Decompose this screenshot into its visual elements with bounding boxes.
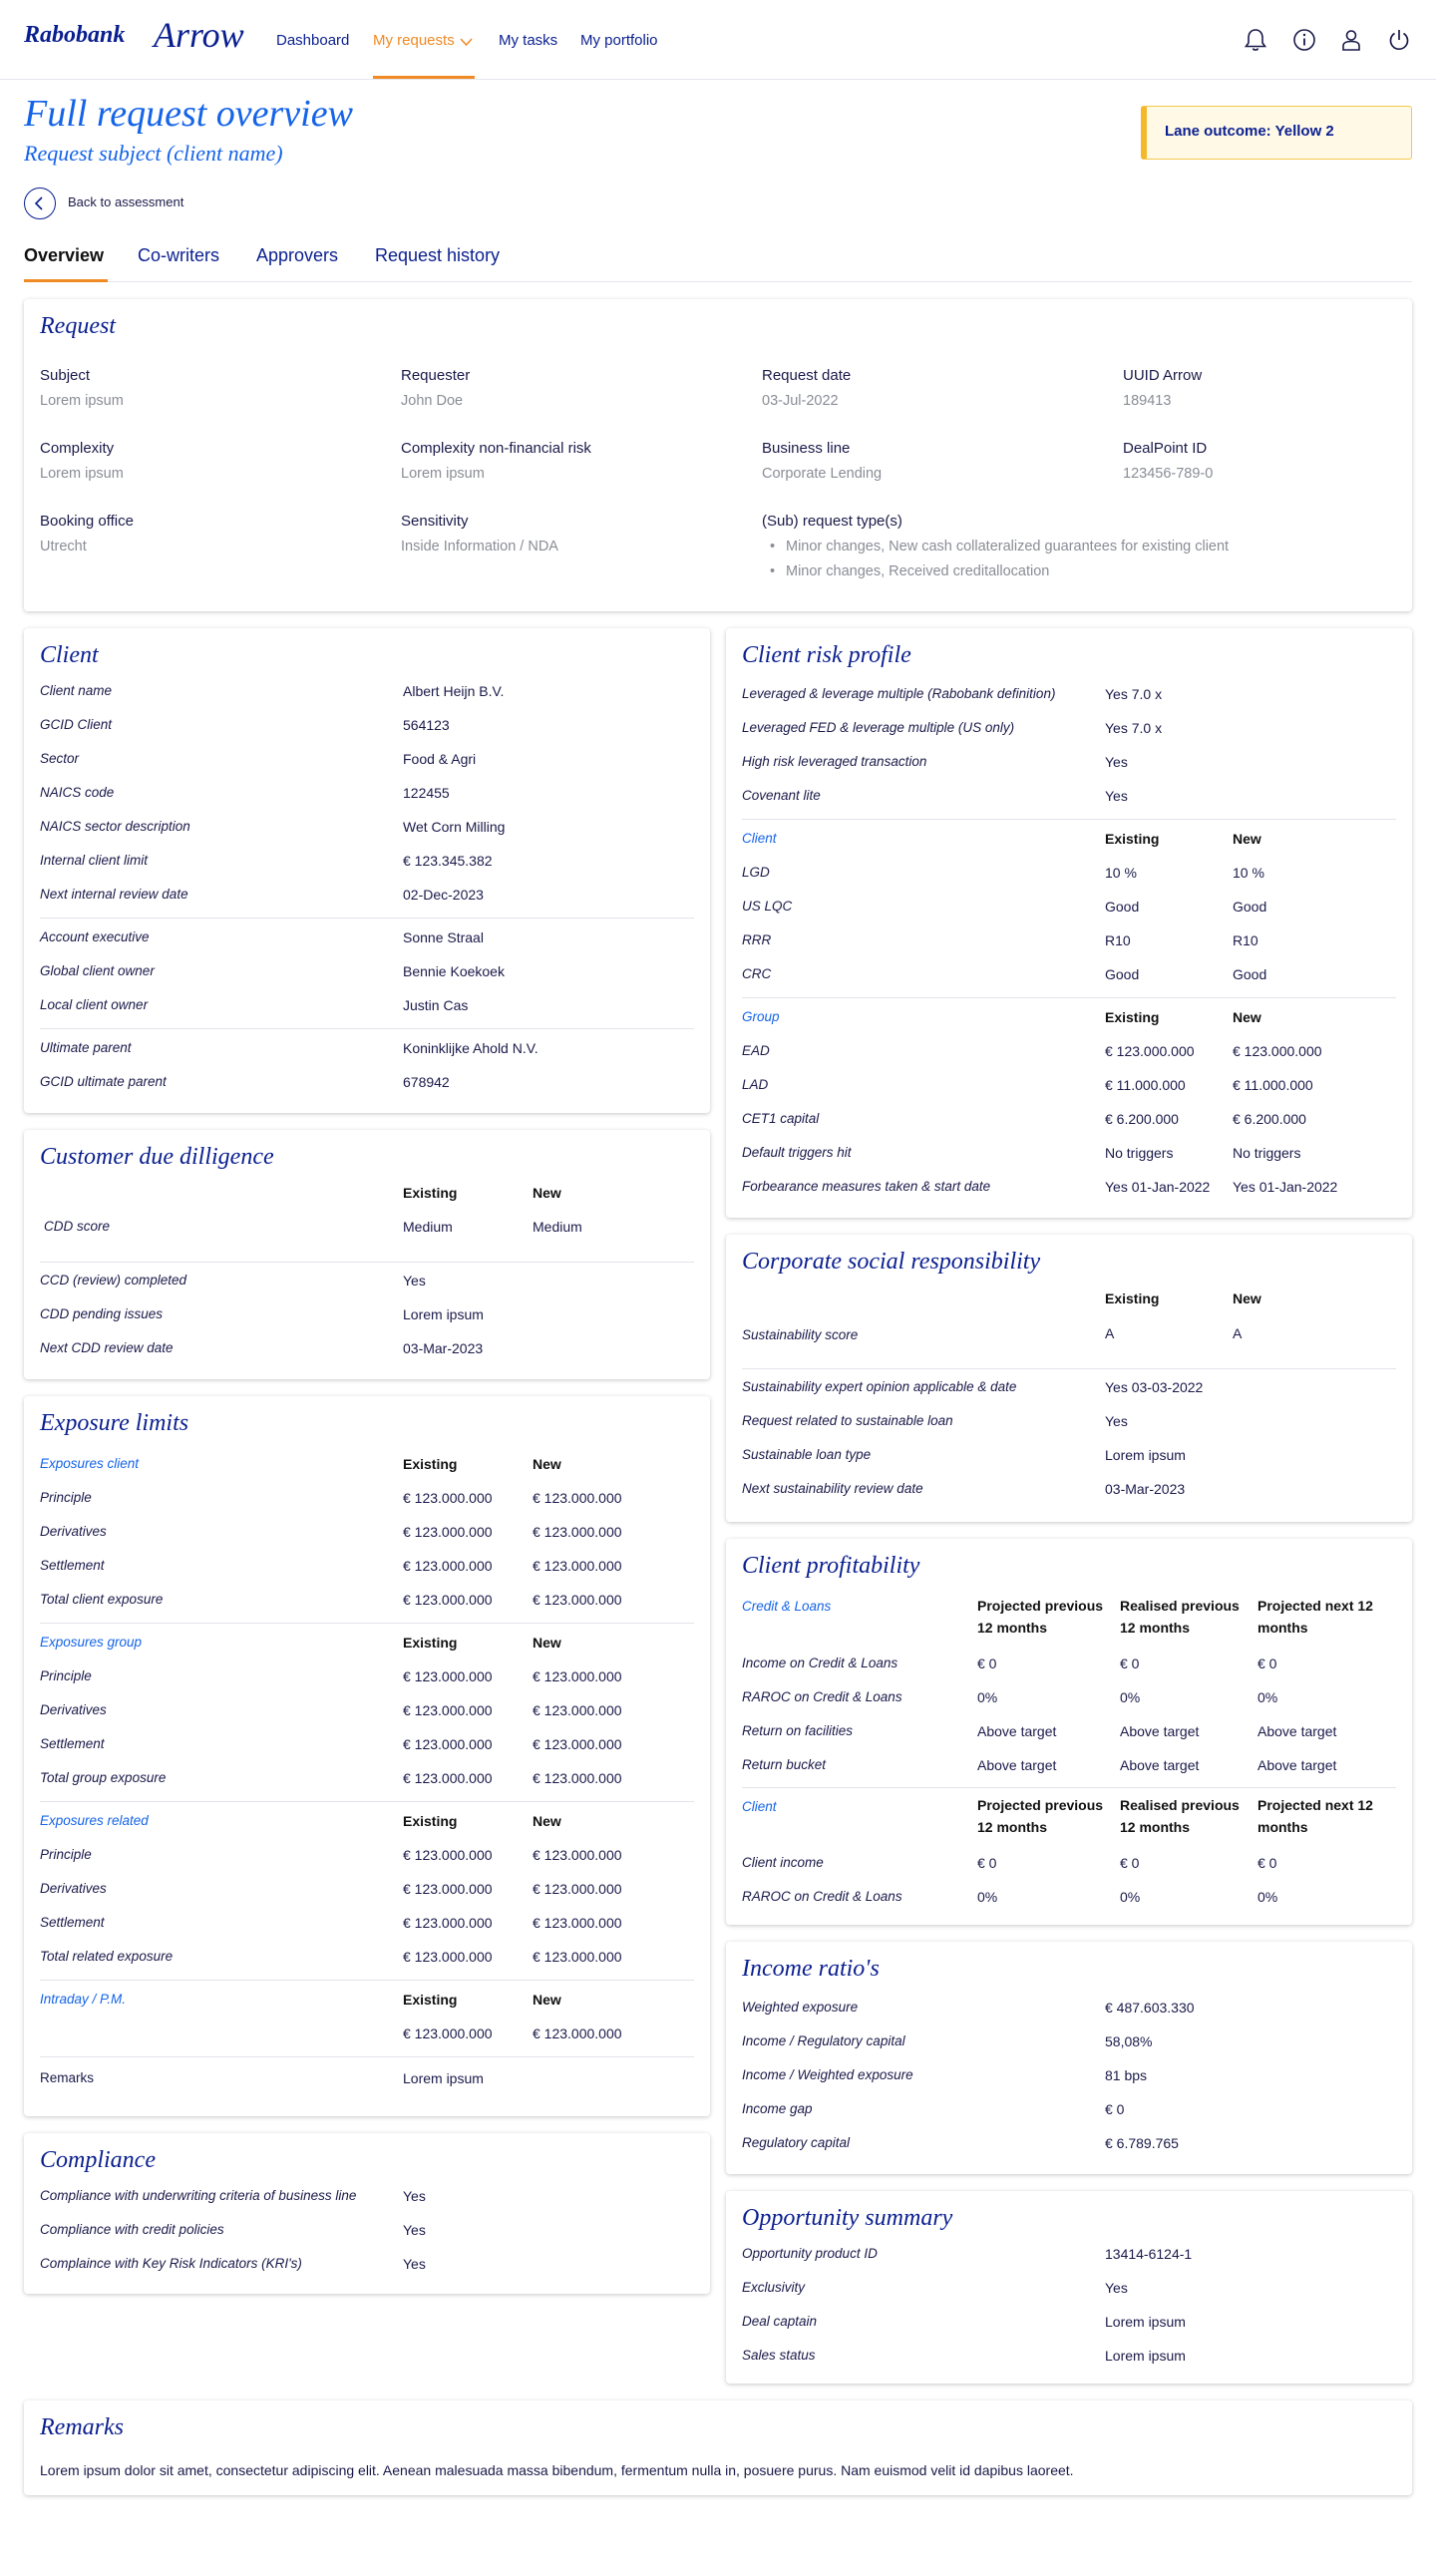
row-value: € 0 [1120, 1656, 1140, 1671]
row-value: € 123.000.000 [533, 1524, 622, 1540]
row-value: € 123.000.000 [533, 1915, 622, 1931]
column-header: Projected previous 12 months [977, 1598, 1104, 1636]
divider [40, 1623, 694, 1624]
row-label: Client income [742, 1855, 824, 1870]
row-label: Settlement [40, 1736, 105, 1751]
row-value: € 123.000.000 [533, 1847, 622, 1863]
row-value: € 123.000.000 [403, 1524, 493, 1540]
row-label: Ultimate parent [40, 1040, 132, 1055]
group-label: Credit & Loans [742, 1599, 832, 1614]
group-label: Exposures client [40, 1456, 140, 1471]
row-label: Total group exposure [40, 1770, 167, 1785]
row-label: Total client exposure [40, 1592, 164, 1607]
row-value: 03-Mar-2023 [403, 1340, 484, 1356]
row-label: Leveraged & leverage multiple (Rabobank definition) [742, 686, 1056, 701]
column-header: Realised previous 12 months [1120, 1797, 1240, 1835]
remarks-text: Lorem ipsum dolor sit amet, consectetur adipiscing elit. Aenean malesuada massa bibendum, fermentum nulla in, posuere purus. Nam euismod velit id dapibus laoreet. [40, 2462, 1074, 2478]
row-value: Albert Heijn B.V. [403, 683, 505, 699]
row-value: Good [1105, 899, 1140, 915]
divider [40, 1262, 694, 1263]
back-to-assessment-link[interactable]: Back to assessment [68, 194, 184, 209]
divider [742, 997, 1396, 998]
compliance-card [24, 2133, 710, 2294]
column-header-existing: Existing [403, 1185, 458, 1201]
divider [40, 1028, 694, 1029]
row-value: Yes [403, 2188, 426, 2204]
corporate-social-responsibility-card [726, 1235, 1412, 1522]
row-value: € 123.000.000 [533, 2025, 622, 2041]
row-value: No triggers [1233, 1145, 1301, 1161]
row-label: Income gap [742, 2101, 813, 2116]
row-value: Koninklijke Ahold N.V. [403, 1040, 538, 1056]
row-label: Derivatives [40, 1881, 107, 1896]
page-title: Full request overview [24, 93, 353, 135]
row-label: Sector [40, 751, 80, 766]
row-value: 678942 [403, 1074, 450, 1090]
row-label: CET1 capital [742, 1111, 820, 1126]
field-label: Subject [40, 367, 91, 384]
row-label: Settlement [40, 1558, 105, 1573]
row-value: € 6.200.000 [1233, 1111, 1306, 1127]
row-value: Yes [403, 2256, 426, 2272]
row-value: Above target [1257, 1757, 1337, 1773]
rabobank-logo[interactable]: Rabobank [24, 22, 126, 48]
divider [742, 819, 1396, 820]
row-value: € 123.000.000 [533, 1949, 622, 1965]
row-value: € 123.000.000 [533, 1558, 622, 1574]
row-value: € 6.200.000 [1105, 1111, 1179, 1127]
row-label: US LQC [742, 899, 793, 914]
row-value: Medium [533, 1219, 582, 1235]
income-ratios-card [726, 1942, 1412, 2174]
row-label: Next internal review date [40, 887, 188, 902]
card-title: Client profitability [742, 1553, 920, 1579]
row-value: Above target [1120, 1757, 1200, 1773]
field-value: John Doe [401, 393, 464, 409]
field-value: 123456-789-0 [1123, 466, 1214, 482]
row-label: Compliance with underwriting criteria of business line [40, 2188, 357, 2203]
group-label: Intraday / P.M. [40, 1992, 127, 2007]
field-label: Business line [762, 440, 851, 457]
subtype-item: Minor changes, Received creditallocation [786, 563, 1050, 579]
divider [40, 2056, 694, 2057]
field-label: Complexity [40, 440, 115, 457]
row-label: Sustainability score [742, 1327, 859, 1342]
column-header-new: New [1233, 1009, 1261, 1025]
row-label: Weighted exposure [742, 2000, 859, 2015]
row-value: Yes 01-Jan-2022 [1233, 1179, 1338, 1195]
row-value: Yes [1105, 1413, 1128, 1429]
row-value: € 0 [1257, 1855, 1277, 1871]
info-icon[interactable] [1291, 27, 1317, 53]
row-value: 58,08% [1105, 2033, 1153, 2049]
back-button[interactable] [24, 187, 56, 219]
row-value: Lorem ipsum [403, 1306, 484, 1322]
row-value: 02-Dec-2023 [403, 887, 484, 903]
row-label: Principle [40, 1668, 92, 1683]
bell-icon[interactable] [1243, 27, 1268, 53]
nav-my-tasks[interactable]: My tasks [499, 32, 558, 49]
card-title: Compliance [40, 2147, 156, 2173]
bullet: • [770, 563, 776, 579]
row-label: CRC [742, 966, 772, 981]
row-value: Good [1233, 899, 1267, 915]
remarks-value: Lorem ipsum [403, 2070, 484, 2086]
nav-dashboard[interactable]: Dashboard [276, 32, 350, 49]
active-tab-indicator [24, 279, 108, 282]
divider [742, 1368, 1396, 1369]
row-label: Compliance with credit policies [40, 2222, 224, 2237]
field-value: Utrecht [40, 539, 87, 554]
subtype-item: Minor changes, New cash collateralized guarantees for existing client [786, 539, 1230, 554]
remarks-card [24, 2400, 1412, 2495]
column-header-existing: Existing [403, 1992, 458, 2008]
field-value: Lorem ipsum [401, 466, 485, 482]
divider [40, 1980, 694, 1981]
card-title: Income ratio's [742, 1956, 880, 1982]
column-header-existing: Existing [403, 1813, 458, 1829]
bullet: • [770, 539, 776, 554]
row-value: Yes [1105, 2280, 1128, 2296]
row-value: 0% [977, 1889, 998, 1905]
group-label: Exposures related [40, 1813, 149, 1828]
row-label: Account executive [40, 929, 150, 944]
row-value: € 6.789.765 [1105, 2135, 1179, 2151]
chevron-down-icon[interactable] [460, 38, 473, 47]
card-title: Request [40, 313, 116, 339]
row-label: CDD score [44, 1219, 111, 1234]
row-label: Client name [40, 683, 113, 698]
row-value: € 123.000.000 [403, 1881, 493, 1897]
row-value: A [1105, 1325, 1115, 1341]
field-value: 03-Jul-2022 [762, 393, 839, 409]
request-card [24, 299, 1412, 611]
row-label: Settlement [40, 1915, 105, 1930]
field-label: Booking office [40, 513, 134, 530]
column-header-existing: Existing [403, 1456, 458, 1472]
row-label: Return bucket [742, 1757, 827, 1772]
remarks-label: Remarks [40, 2070, 95, 2085]
column-header-existing: Existing [1105, 831, 1160, 847]
row-value: € 123.000.000 [403, 1490, 493, 1506]
row-value: Yes [403, 1273, 426, 1288]
row-label: Internal client limit [40, 853, 149, 868]
row-label: RAROC on Credit & Loans [742, 1689, 902, 1704]
row-label: NAICS sector description [40, 819, 190, 834]
group-label: Client [742, 1799, 777, 1814]
row-label: Principle [40, 1490, 92, 1505]
row-value: € 123.000.000 [533, 1881, 622, 1897]
divider [40, 918, 694, 919]
row-value: € 123.000.000 [533, 1668, 622, 1684]
nav-my-requests[interactable]: My requests [373, 32, 455, 49]
row-label: EAD [742, 1043, 770, 1058]
row-label: Total related exposure [40, 1949, 174, 1964]
row-label: Exclusivity [742, 2280, 806, 2295]
row-value: € 123.000.000 [533, 1702, 622, 1718]
client-card [24, 628, 710, 1113]
row-value: € 123.000.000 [533, 1770, 622, 1786]
row-value: R10 [1105, 932, 1131, 948]
row-value: Good [1233, 966, 1267, 982]
card-title: Client risk profile [742, 642, 911, 668]
column-header: Realised previous 12 months [1120, 1598, 1240, 1636]
row-label: Leveraged FED & leverage multiple (US only) [742, 720, 1015, 735]
group-label: Client [742, 831, 777, 846]
row-value: € 123.000.000 [403, 1736, 493, 1752]
row-value: € 123.000.000 [403, 1847, 493, 1863]
row-value: € 123.000.000 [403, 1592, 493, 1608]
row-value: Lorem ipsum [1105, 2314, 1186, 2330]
row-value: Yes [1105, 788, 1128, 804]
row-value: Lorem ipsum [1105, 2348, 1186, 2364]
row-value: 0% [1120, 1889, 1141, 1905]
field-label: Complexity non-financial risk [401, 440, 591, 457]
row-label: Sustainable loan type [742, 1447, 872, 1462]
row-value: Good [1105, 966, 1140, 982]
row-value: Lorem ipsum [1105, 1447, 1186, 1463]
row-label: Derivatives [40, 1524, 107, 1539]
column-header-existing: Existing [1105, 1009, 1160, 1025]
field-value: Lorem ipsum [40, 466, 124, 482]
field-label: Requester [401, 367, 471, 384]
row-label: LAD [742, 1077, 769, 1092]
row-label: Local client owner [40, 997, 149, 1012]
column-header-new: New [533, 1635, 561, 1651]
row-value: 0% [977, 1689, 998, 1705]
field-label: (Sub) request type(s) [762, 513, 902, 530]
tab-co-writers[interactable]: Co-writers [138, 245, 220, 265]
row-value: Yes [1105, 754, 1128, 770]
row-value: 564123 [403, 717, 450, 733]
field-label: DealPoint ID [1123, 440, 1208, 457]
column-header-new: New [533, 1185, 561, 1201]
divider [742, 1787, 1396, 1788]
row-label: LGD [742, 865, 770, 880]
row-value: € 11.000.000 [1105, 1077, 1186, 1093]
row-value: € 123.000.000 [533, 1490, 622, 1506]
lane-outcome-badge: Lane outcome: Yellow 2 [1141, 106, 1412, 160]
field-value: Lorem ipsum [40, 393, 124, 409]
row-value: € 0 [1105, 2101, 1125, 2117]
row-label: Deal captain [742, 2314, 818, 2329]
row-value: Medium [403, 1219, 453, 1235]
row-label: Forbearance measures taken & start date [742, 1179, 991, 1194]
row-value: € 123.000.000 [403, 1915, 493, 1931]
field-value: Corporate Lending [762, 466, 883, 482]
top-navigation [0, 0, 1436, 80]
row-value: € 123.000.000 [533, 1592, 622, 1608]
row-value: Food & Agri [403, 751, 477, 767]
row-value: R10 [1233, 932, 1258, 948]
row-value: Above target [977, 1723, 1057, 1739]
row-label: Sustainability expert opinion applicable & date [742, 1379, 1017, 1394]
row-label: Next CDD review date [40, 1340, 174, 1355]
column-header: Projected next 12 months [1257, 1598, 1373, 1636]
row-label: Global client owner [40, 963, 155, 978]
page-subtitle: Request subject (client name) [24, 141, 283, 166]
tab-divider [24, 281, 1412, 282]
row-label: Principle [40, 1847, 92, 1862]
column-header-new: New [533, 1992, 561, 2008]
row-value: € 123.000.000 [403, 1558, 493, 1574]
row-label: NAICS code [40, 785, 115, 800]
row-value: A [1233, 1325, 1243, 1341]
card-title: Remarks [40, 2414, 124, 2440]
row-value: € 123.000.000 [403, 1949, 493, 1965]
tab-overview[interactable]: Overview [24, 245, 105, 265]
opportunity-summary-card [726, 2191, 1412, 2384]
row-value: Yes 7.0 x [1105, 686, 1163, 702]
row-value: Sonne Straal [403, 929, 484, 945]
row-value: Yes 01-Jan-2022 [1105, 1179, 1211, 1195]
row-value: € 487.603.330 [1105, 2000, 1195, 2016]
row-value: 10 % [1105, 865, 1137, 881]
card-title: Corporate social responsibility [742, 1249, 1041, 1275]
row-value: € 0 [977, 1656, 997, 1671]
field-value: Inside Information / NDA [401, 539, 558, 554]
divider [40, 1801, 694, 1802]
row-label: High risk leveraged transaction [742, 754, 927, 769]
column-header-existing: Existing [403, 1635, 458, 1651]
row-value: Above target [1120, 1723, 1200, 1739]
row-value: € 123.000.000 [403, 2025, 493, 2041]
tab-request-history[interactable]: Request history [375, 245, 501, 265]
row-label: GCID ultimate parent [40, 1074, 167, 1089]
row-label: Derivatives [40, 1702, 107, 1717]
user-icon[interactable] [1338, 27, 1364, 53]
row-label: Sales status [742, 2348, 816, 2363]
column-header-new: New [533, 1456, 561, 1472]
client-risk-profile-card [726, 628, 1412, 1218]
card-title: Customer due dilligence [40, 1144, 274, 1170]
row-value: € 11.000.000 [1233, 1077, 1313, 1093]
row-value: € 123.345.382 [403, 853, 493, 869]
group-label: Exposures group [40, 1635, 143, 1650]
row-value: 81 bps [1105, 2067, 1148, 2083]
tab-approvers[interactable]: Approvers [256, 245, 339, 265]
row-value: Above target [977, 1757, 1057, 1773]
column-header-existing: Existing [1105, 1290, 1160, 1306]
row-label: Default triggers hit [742, 1145, 852, 1160]
row-label: Covenant lite [742, 788, 821, 803]
row-label: Opportunity product ID [742, 2246, 878, 2261]
row-label: Income / Weighted exposure [742, 2067, 913, 2082]
column-header: Projected next 12 months [1257, 1797, 1373, 1835]
row-value: No triggers [1105, 1145, 1174, 1161]
row-value: 122455 [403, 785, 450, 801]
row-label: CDD pending issues [40, 1306, 164, 1321]
row-label: Return on facilities [742, 1723, 854, 1738]
row-label: RRR [742, 932, 772, 947]
exposure-limits-card [24, 1396, 710, 2116]
row-label: Regulatory capital [742, 2135, 851, 2150]
field-label: Sensitivity [401, 513, 469, 530]
row-label: GCID Client [40, 717, 113, 732]
row-value: € 123.000.000 [1233, 1043, 1322, 1059]
row-value: Justin Cas [403, 997, 469, 1013]
row-value: € 123.000.000 [403, 1770, 493, 1786]
row-value: € 0 [1257, 1656, 1277, 1671]
field-label: Request date [762, 367, 852, 384]
row-value: Above target [1257, 1723, 1337, 1739]
column-header: Projected previous 12 months [977, 1797, 1104, 1835]
row-value: € 123.000.000 [403, 1668, 493, 1684]
row-value: € 0 [977, 1855, 997, 1871]
column-header-new: New [1233, 831, 1261, 847]
active-nav-indicator [373, 76, 475, 79]
row-value: Bennie Koekoek [403, 963, 505, 979]
row-value: Yes 7.0 x [1105, 720, 1163, 736]
field-label: UUID Arrow [1123, 367, 1203, 384]
field-value: 189413 [1123, 393, 1172, 409]
customer-due-diligence-card [24, 1130, 710, 1379]
row-value: Yes [403, 2222, 426, 2238]
row-label: Next sustainability review date [742, 1481, 923, 1496]
row-value: 10 % [1233, 865, 1264, 881]
row-value: Yes 03-03-2022 [1105, 1379, 1204, 1395]
column-header-new: New [533, 1813, 561, 1829]
row-label: RAROC on Credit & Loans [742, 1889, 902, 1904]
card-title: Opportunity summary [742, 2205, 953, 2231]
column-header-new: New [1233, 1290, 1261, 1306]
power-icon[interactable] [1386, 27, 1412, 53]
row-value: € 0 [1120, 1855, 1140, 1871]
nav-my-portfolio[interactable]: My portfolio [580, 32, 658, 49]
row-label: Complaince with Key Risk Indicators (KRI's) [40, 2256, 302, 2271]
row-value: 0% [1257, 1889, 1278, 1905]
row-label: Income / Regulatory capital [742, 2033, 905, 2048]
row-value: € 123.000.000 [533, 1736, 622, 1752]
row-label: Request related to sustainable loan [742, 1413, 953, 1428]
row-value: 0% [1257, 1689, 1278, 1705]
chevron-left-icon [34, 196, 46, 210]
group-label: Group [742, 1009, 780, 1024]
row-value: € 123.000.000 [403, 1702, 493, 1718]
card-title: Client [40, 642, 99, 668]
app-name[interactable]: Arrow [154, 15, 244, 55]
card-title: Exposure limits [40, 1410, 189, 1436]
row-value: € 123.000.000 [1105, 1043, 1195, 1059]
row-value: 03-Mar-2023 [1105, 1481, 1186, 1497]
row-value: 0% [1120, 1689, 1141, 1705]
row-value: Wet Corn Milling [403, 819, 506, 835]
row-label: Income on Credit & Loans [742, 1656, 898, 1670]
client-profitability-card [726, 1539, 1412, 1925]
row-value: 13414-6124-1 [1105, 2246, 1193, 2262]
row-label: CCD (review) completed [40, 1273, 187, 1288]
